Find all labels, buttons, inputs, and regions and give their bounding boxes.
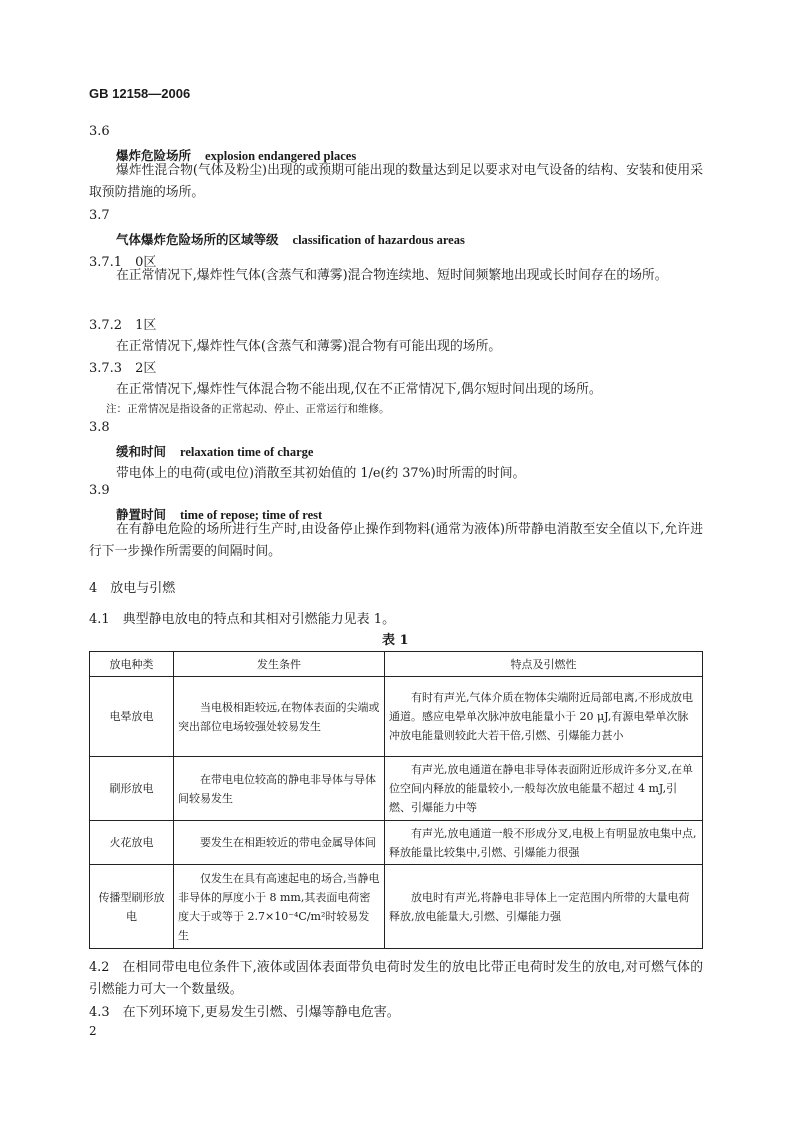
ignition-features: 有声光,放电通道在静电非导体表面附近形成许多分叉,在单位空间内释放的能量较小,一般每次放电能量不超过 4 mJ,引燃、引爆能力中等 (385, 757, 703, 821)
note-text: 注：正常情况是指设备的正常起动、停止、正常运行和维修。 (106, 403, 390, 415)
column-header: 发生条件 (174, 652, 385, 677)
table-row (90, 757, 703, 821)
term-en: relaxation time of charge (180, 445, 314, 459)
discharge-type: 火花放电 (90, 821, 174, 865)
clause-number: 3.7.3 2区 (89, 361, 157, 376)
term-zh: 爆炸危险场所 (116, 148, 192, 163)
definition-text: 在正常情况下,爆炸性气体混合物不能出现,仅在不正常情况下,偶尔短时间出现的场所。 (116, 382, 602, 397)
term-zh: 气体爆炸危险场所的区域等级 (116, 232, 279, 247)
table-header-row (90, 652, 703, 677)
discharge-table (89, 651, 703, 949)
table-row (90, 865, 703, 949)
term-heading (116, 442, 313, 460)
column-header: 特点及引燃性 (385, 652, 703, 677)
standard-number: GB 12158—2006 (89, 86, 191, 101)
ignition-features: 有声光,放电通道一般不形成分叉,电极上有明显放电集中点,释放能量比较集中,引燃、引爆能力很强 (385, 821, 703, 865)
clause-number: 3.9 (89, 483, 110, 498)
term-zh: 静置时间 (116, 507, 167, 522)
section-title: 4 放电与引燃 (89, 581, 176, 596)
table-row (90, 821, 703, 865)
clause-number: 3.6 (89, 124, 110, 139)
occurrence-condition: 当电极相距较远,在物体表面的尖端或突出部位电场较强处较易发生 (174, 677, 385, 757)
discharge-type: 传播型刷形放电 (90, 865, 174, 949)
clause-number: 3.8 (89, 420, 110, 435)
clause-text: 4.2 在相同带电电位条件下,液体或固体表面带负电荷时发生的放电比带正电荷时发生的放电,对可燃气体的引燃能力可大一个数量级。 (89, 960, 703, 997)
discharge-type: 电晕放电 (90, 677, 174, 757)
clause-number: 3.7 (89, 208, 110, 223)
term-en: classification of hazardous areas (292, 233, 465, 247)
definition-text: 带电体上的电荷(或电位)消散至其初始值的 1/e(约 37%)时所需的时间。 (116, 466, 526, 481)
column-header: 放电种类 (90, 652, 174, 677)
term-en: explosion endangered places (205, 149, 357, 163)
discharge-type: 刷形放电 (90, 757, 174, 821)
occurrence-condition: 要发生在相距较近的带电金属导体间 (174, 821, 385, 865)
table-row (90, 677, 703, 757)
definition-text: 在正常情况下,爆炸性气体(含蒸气和薄雾)混合物有可能出现的场所。 (116, 339, 502, 354)
ignition-features: 有时有声光,气体介质在物体尖端附近局部电离,不形成放电通道。感应电晕单次脉冲放电能量小于 20 μJ,有源电晕单次脉冲放电能量则较此大若干倍,引燃、引爆能力甚小 (385, 677, 703, 757)
definition-text: 在正常情况下,爆炸性气体(含蒸气和薄雾)混合物连续地、短时间频繁地出现或长时间存在的场所。 (116, 268, 668, 283)
ignition-features: 放电时有声光,将静电非导体上一定范围内所带的大量电荷释放,放电能量大,引燃、引爆能力强 (385, 865, 703, 949)
table-caption: 表 1 (382, 633, 409, 648)
page-number: 2 (89, 1024, 97, 1038)
term-en: time of repose; time of rest (180, 508, 323, 522)
clause-number: 3.7.2 1区 (89, 318, 157, 333)
definition-text: 爆炸性混合物(气体及粉尘)出现的或预期可能出现的数量达到足以要求对电气设备的结构、安装和使用采取预防措施的场所。 (89, 163, 703, 200)
clause-text: 4.3 在下列环境下,更易发生引燃、引爆等静电危害。 (89, 1005, 400, 1020)
definition-text: 在有静电危险的场所进行生产时,由设备停止操作到物料(通常为液体)所带静电消散至安全值以下,允许进行下一步操作所需要的间隔时间。 (89, 522, 703, 559)
term-heading (116, 230, 465, 248)
clause-text: 4.1 典型静电放电的特点和其相对引燃能力见表 1。 (89, 612, 396, 627)
term-zh: 缓和时间 (116, 444, 167, 459)
occurrence-condition: 仅发生在具有高速起电的场合,当静电非导体的厚度小于 8 mm,其表面电荷密度大于或等于 2.7×10⁻⁴C/m²时较易发生 (174, 865, 385, 949)
occurrence-condition: 在带电电位较高的静电非导体与导体间较易发生 (174, 757, 385, 821)
clause-number: 3.7.1 0区 (89, 255, 157, 270)
